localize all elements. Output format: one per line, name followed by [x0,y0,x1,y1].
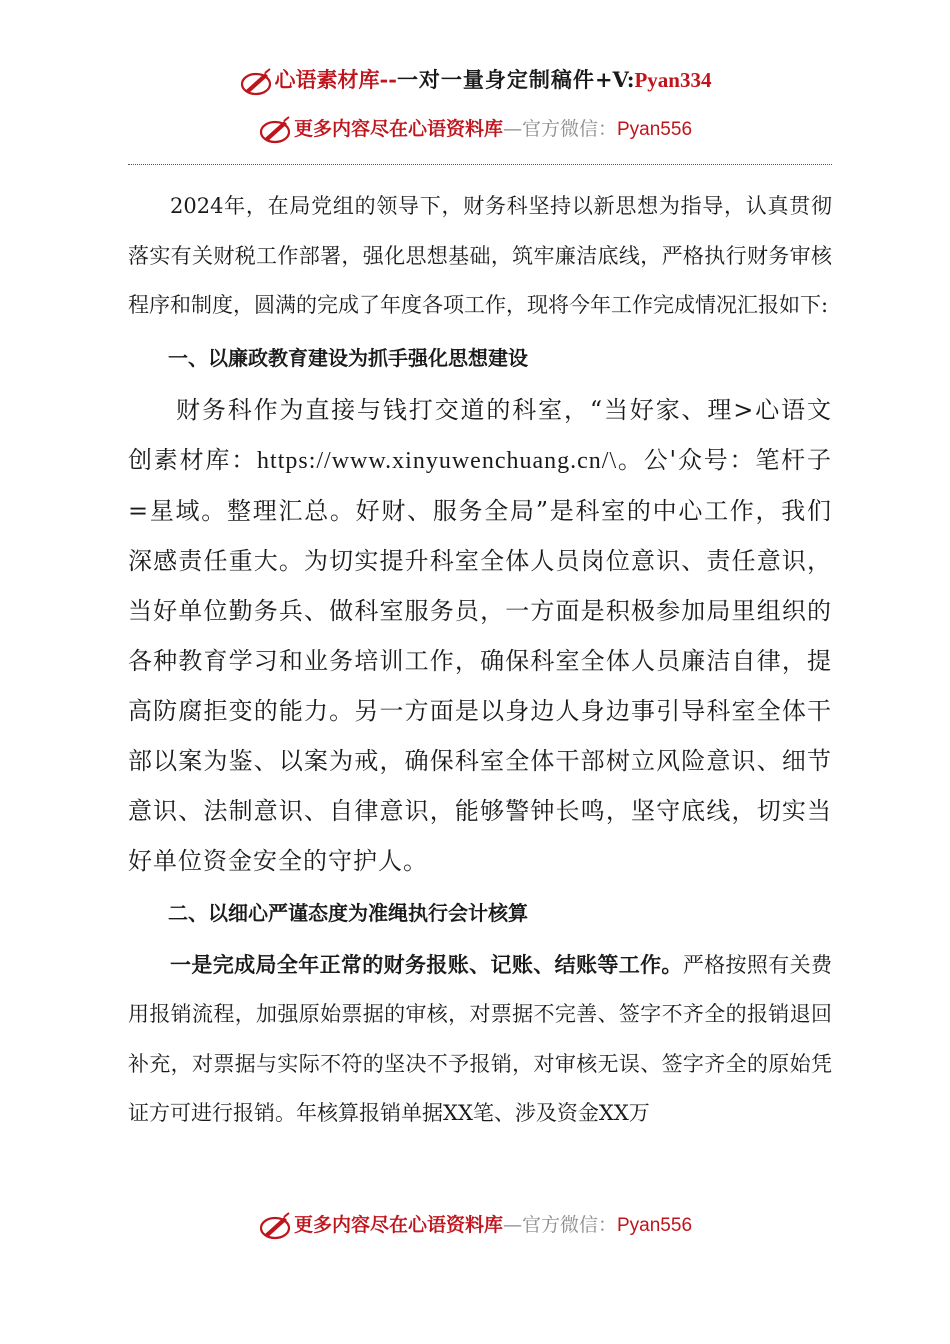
quill-logo-icon [258,1211,292,1241]
section-heading-2: 二、以细心严谨态度为准绳执行会计核算 [168,900,528,925]
paragraph-2-text: 严格按照有关费用报销流程，加强原始票据的审核，对票据不完善、签字不齐全的报销退回补充，对票据与实际不符的坚决不予报销，对审核无误、签字齐全的原始凭证方可进行报销。年核算报销单据XX笔、涉及资金XX万 [128,952,833,1125]
paragraph-1 [128,385,832,886]
document-header [0,64,950,97]
header-slogan: 一对一量身定制稿件 [396,67,595,92]
footer-official-text: —官方微信： [502,1214,617,1236]
quill-logo-icon [258,115,292,145]
paragraph-2 [128,940,832,1139]
header-wechat-id: Pyan334 [634,68,712,92]
banner-wechat-id: Pyan556 [617,119,693,140]
paragraph-1-text-b: 。公'众号：笔杆子=星域。整理汇总。好财、服务全局”是科室的中心工作，我们深感责任重大。为切实提升科室全体人员岗位意识、责任意识，当好单位勤务兵、做科室服务员，一方面是积极参加局里组织的各种教育学习和业务培训工作，确保科室全体人员廉洁自律，提高防腐拒变的能力。另一方面是以身边人身边事引导科室全体干部以案为鉴、以案为戒，确保科室全体干部树立风险意识、细节意识、法制意识、自律意识，能够警钟长鸣，坚守底线，切实当好单位资金安全的守护人。 [128,445,832,875]
header-divider [128,164,832,165]
banner-official-text: —官方微信： [502,118,617,140]
header-brand: 心语素材库 [274,67,380,92]
header-banner [0,114,950,145]
paragraph-2-lead: 一是完成局全年正常的财务报账、记账、结账等工作。 [170,951,683,977]
intro-paragraph: 2024年，在局党组的领导下，财务科坚持以新思想为指导，认真贯彻落实有关财税工作部署，强化思想基础，筑牢廉洁底线，严格执行财务审核程序和制度，圆满的完成了年度各项工作，现将今年工作完成情况汇报如下: [128,194,832,317]
footer-wechat-id: Pyan556 [617,1215,693,1236]
header-wechat-label: +V: [594,67,635,92]
footer-banner [0,1210,950,1241]
banner-more-text: 更多内容尽在心语资料库 [293,118,503,140]
section-heading-1: 一、以廉政教育建设为抓手强化思想建设 [168,345,528,370]
quill-logo-icon [239,67,273,97]
paragraph-1-text-a: 财务科作为直接与钱打交道的科室，“当好家、理>心语文创素材库： [128,395,832,474]
header-separator: -- [379,67,397,92]
document-body [128,182,832,1139]
paragraph-1-url: https://www.xinyuwenchuang.cn/\ [257,447,618,474]
footer-more-text: 更多内容尽在心语资料库 [293,1214,503,1236]
